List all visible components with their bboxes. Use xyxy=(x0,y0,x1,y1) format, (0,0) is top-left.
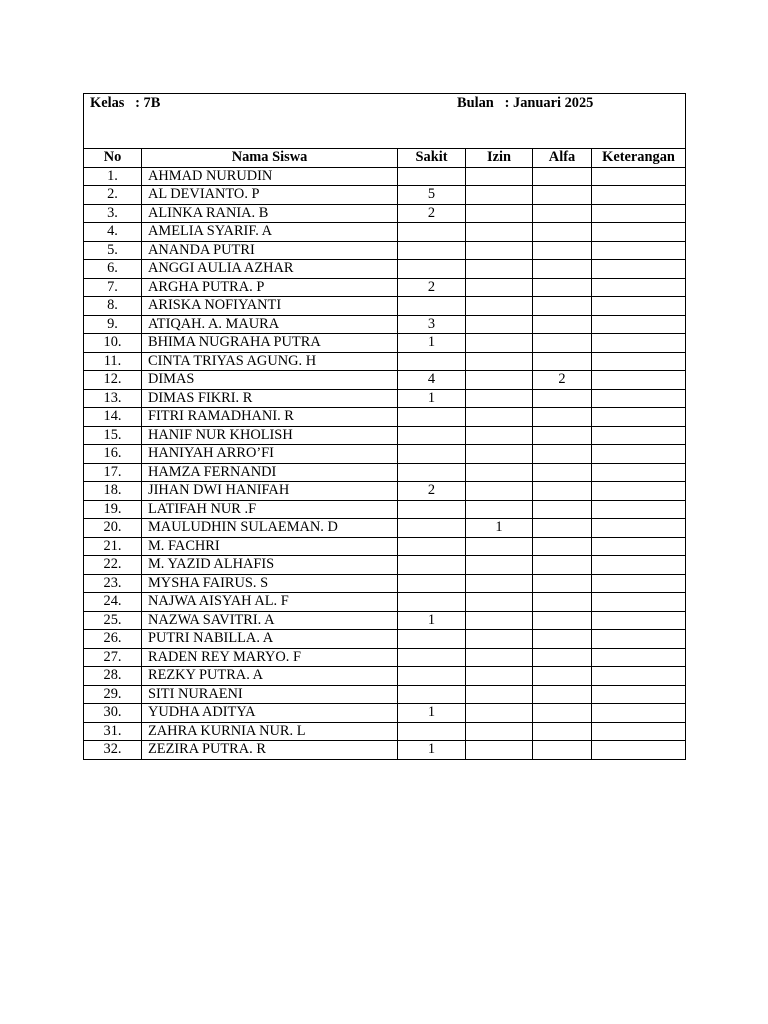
row-number: 1. xyxy=(84,167,142,186)
bulan-label: Bulan xyxy=(457,95,494,111)
row-number: 17. xyxy=(84,463,142,482)
table-row xyxy=(84,334,686,353)
student-name: ZEZIRA PUTRA. R xyxy=(142,741,398,760)
alfa-count xyxy=(533,186,592,205)
izin-count xyxy=(466,223,533,242)
row-number: 23. xyxy=(84,574,142,593)
row-number: 14. xyxy=(84,408,142,427)
row-number: 30. xyxy=(84,704,142,723)
table-row xyxy=(84,426,686,445)
table-row xyxy=(84,278,686,297)
table-row xyxy=(84,648,686,667)
student-name: YUDHA ADITYA xyxy=(142,704,398,723)
izin-count xyxy=(466,445,533,464)
table-row xyxy=(84,315,686,334)
izin-count xyxy=(466,408,533,427)
student-name: ATIQAH. A. MAURA xyxy=(142,315,398,334)
keterangan-cell xyxy=(592,741,686,760)
student-name: AL DEVIANTO. P xyxy=(142,186,398,205)
table-row xyxy=(84,260,686,279)
row-number: 8. xyxy=(84,297,142,316)
sakit-count xyxy=(398,500,466,519)
izin-count xyxy=(466,315,533,334)
sakit-count xyxy=(398,408,466,427)
izin-count xyxy=(466,574,533,593)
sakit-count xyxy=(398,630,466,649)
keterangan-cell xyxy=(592,648,686,667)
student-name: DIMAS FIKRI. R xyxy=(142,389,398,408)
izin-count xyxy=(466,371,533,390)
student-name: LATIFAH NUR .F xyxy=(142,500,398,519)
sakit-count: 4 xyxy=(398,371,466,390)
row-number: 28. xyxy=(84,667,142,686)
col-header-alfa: Alfa xyxy=(533,149,592,168)
sakit-count: 2 xyxy=(398,278,466,297)
sakit-count xyxy=(398,537,466,556)
table-row xyxy=(84,574,686,593)
alfa-count: 2 xyxy=(533,371,592,390)
student-name: AMELIA SYARIF. A xyxy=(142,223,398,242)
row-number: 31. xyxy=(84,722,142,741)
row-number: 13. xyxy=(84,389,142,408)
table-row xyxy=(84,611,686,630)
keterangan-cell xyxy=(592,204,686,223)
izin-count xyxy=(466,389,533,408)
row-number: 22. xyxy=(84,556,142,575)
izin-count xyxy=(466,241,533,260)
sakit-count xyxy=(398,223,466,242)
keterangan-cell xyxy=(592,611,686,630)
sakit-count xyxy=(398,593,466,612)
student-name: ARISKA NOFIYANTI xyxy=(142,297,398,316)
izin-count xyxy=(466,352,533,371)
keterangan-cell xyxy=(592,537,686,556)
keterangan-cell xyxy=(592,278,686,297)
row-number: 29. xyxy=(84,685,142,704)
student-name: ANGGI AULIA AZHAR xyxy=(142,260,398,279)
sakit-count xyxy=(398,648,466,667)
izin-count xyxy=(466,722,533,741)
alfa-count xyxy=(533,204,592,223)
keterangan-cell xyxy=(592,482,686,501)
alfa-count xyxy=(533,741,592,760)
row-number: 16. xyxy=(84,445,142,464)
izin-count xyxy=(466,186,533,205)
row-number: 32. xyxy=(84,741,142,760)
alfa-count xyxy=(533,426,592,445)
col-header-izin: Izin xyxy=(466,149,533,168)
table-row xyxy=(84,352,686,371)
alfa-count xyxy=(533,223,592,242)
row-number: 5. xyxy=(84,241,142,260)
student-name: ARGHA PUTRA. P xyxy=(142,278,398,297)
alfa-count xyxy=(533,463,592,482)
izin-count xyxy=(466,667,533,686)
izin-count xyxy=(466,204,533,223)
student-name: FITRI RAMADHANI. R xyxy=(142,408,398,427)
student-name: AHMAD NURUDIN xyxy=(142,167,398,186)
student-name: MYSHA FAIRUS. S xyxy=(142,574,398,593)
table-row xyxy=(84,667,686,686)
table-row xyxy=(84,537,686,556)
row-number: 9. xyxy=(84,315,142,334)
row-number: 2. xyxy=(84,186,142,205)
izin-count xyxy=(466,500,533,519)
header-row xyxy=(84,94,686,149)
alfa-count xyxy=(533,556,592,575)
keterangan-cell xyxy=(592,186,686,205)
row-number: 18. xyxy=(84,482,142,501)
keterangan-cell xyxy=(592,574,686,593)
sakit-count: 1 xyxy=(398,611,466,630)
row-number: 27. xyxy=(84,648,142,667)
keterangan-cell xyxy=(592,371,686,390)
keterangan-cell xyxy=(592,389,686,408)
row-number: 11. xyxy=(84,352,142,371)
student-name: RADEN REY MARYO. F xyxy=(142,648,398,667)
keterangan-cell xyxy=(592,223,686,242)
sakit-count xyxy=(398,426,466,445)
keterangan-cell xyxy=(592,519,686,538)
student-name: NAZWA SAVITRI. A xyxy=(142,611,398,630)
bulan-info xyxy=(457,95,593,112)
keterangan-cell xyxy=(592,167,686,186)
izin-count xyxy=(466,297,533,316)
table-row xyxy=(84,186,686,205)
student-name: CINTA TRIYAS AGUNG. H xyxy=(142,352,398,371)
kelas-info xyxy=(90,95,160,112)
sakit-count: 5 xyxy=(398,186,466,205)
keterangan-cell xyxy=(592,704,686,723)
row-number: 10. xyxy=(84,334,142,353)
alfa-count xyxy=(533,537,592,556)
student-name: MAULUDHIN SULAEMAN. D xyxy=(142,519,398,538)
keterangan-cell xyxy=(592,593,686,612)
table-row xyxy=(84,519,686,538)
alfa-count xyxy=(533,408,592,427)
row-number: 3. xyxy=(84,204,142,223)
alfa-count xyxy=(533,630,592,649)
row-number: 26. xyxy=(84,630,142,649)
row-number: 25. xyxy=(84,611,142,630)
kelas-label: Kelas xyxy=(90,95,125,111)
sakit-count xyxy=(398,556,466,575)
izin-count xyxy=(466,260,533,279)
table-row xyxy=(84,371,686,390)
sakit-count xyxy=(398,722,466,741)
sakit-count: 1 xyxy=(398,704,466,723)
sakit-count xyxy=(398,297,466,316)
keterangan-cell xyxy=(592,667,686,686)
alfa-count xyxy=(533,593,592,612)
student-name: JIHAN DWI HANIFAH xyxy=(142,482,398,501)
sakit-count: 2 xyxy=(398,204,466,223)
keterangan-cell xyxy=(592,685,686,704)
keterangan-cell xyxy=(592,556,686,575)
izin-count xyxy=(466,278,533,297)
keterangan-cell xyxy=(592,352,686,371)
sakit-count: 2 xyxy=(398,482,466,501)
izin-count xyxy=(466,611,533,630)
row-number: 19. xyxy=(84,500,142,519)
table-row xyxy=(84,593,686,612)
student-name: M. FACHRI xyxy=(142,537,398,556)
alfa-count xyxy=(533,260,592,279)
alfa-count xyxy=(533,685,592,704)
alfa-count xyxy=(533,574,592,593)
keterangan-cell xyxy=(592,722,686,741)
sakit-count xyxy=(398,519,466,538)
sakit-count: 1 xyxy=(398,741,466,760)
row-number: 12. xyxy=(84,371,142,390)
student-name: HANIYAH ARRO’FI xyxy=(142,445,398,464)
column-header-row xyxy=(84,149,686,168)
student-name: HANIF NUR KHOLISH xyxy=(142,426,398,445)
table-row xyxy=(84,500,686,519)
table-row xyxy=(84,704,686,723)
keterangan-cell xyxy=(592,463,686,482)
izin-count xyxy=(466,685,533,704)
keterangan-cell xyxy=(592,426,686,445)
table-row xyxy=(84,204,686,223)
row-number: 24. xyxy=(84,593,142,612)
table-row xyxy=(84,630,686,649)
izin-count: 1 xyxy=(466,519,533,538)
row-number: 4. xyxy=(84,223,142,242)
table-row xyxy=(84,389,686,408)
izin-count xyxy=(466,630,533,649)
izin-count xyxy=(466,537,533,556)
table-row xyxy=(84,241,686,260)
col-header-sakit: Sakit xyxy=(398,149,466,168)
row-number: 15. xyxy=(84,426,142,445)
alfa-count xyxy=(533,167,592,186)
alfa-count xyxy=(533,667,592,686)
keterangan-cell xyxy=(592,500,686,519)
student-name: NAJWA AISYAH AL. F xyxy=(142,593,398,612)
sakit-count xyxy=(398,685,466,704)
table-row xyxy=(84,482,686,501)
alfa-count xyxy=(533,482,592,501)
keterangan-cell xyxy=(592,297,686,316)
attendance-sheet xyxy=(83,93,685,760)
student-name: SITI NURAENI xyxy=(142,685,398,704)
izin-count xyxy=(466,167,533,186)
keterangan-cell xyxy=(592,445,686,464)
alfa-count xyxy=(533,241,592,260)
table-row xyxy=(84,741,686,760)
row-number: 6. xyxy=(84,260,142,279)
col-header-nama-siswa: Nama Siswa xyxy=(142,149,398,168)
sakit-count xyxy=(398,167,466,186)
student-name: ANANDA PUTRI xyxy=(142,241,398,260)
sakit-count xyxy=(398,463,466,482)
keterangan-cell xyxy=(592,334,686,353)
alfa-count xyxy=(533,500,592,519)
sakit-count xyxy=(398,445,466,464)
table-row xyxy=(84,167,686,186)
table-row xyxy=(84,556,686,575)
alfa-count xyxy=(533,445,592,464)
izin-count xyxy=(466,593,533,612)
sakit-count: 1 xyxy=(398,389,466,408)
student-name: ZAHRA KURNIA NUR. L xyxy=(142,722,398,741)
col-header-no: No xyxy=(84,149,142,168)
attendance-table xyxy=(83,93,686,760)
table-row xyxy=(84,722,686,741)
alfa-count xyxy=(533,704,592,723)
sakit-count xyxy=(398,574,466,593)
izin-count xyxy=(466,426,533,445)
student-name: HAMZA FERNANDI xyxy=(142,463,398,482)
table-row xyxy=(84,445,686,464)
row-number: 21. xyxy=(84,537,142,556)
sakit-count xyxy=(398,667,466,686)
keterangan-cell xyxy=(592,630,686,649)
izin-count xyxy=(466,463,533,482)
student-name: PUTRI NABILLA. A xyxy=(142,630,398,649)
alfa-count xyxy=(533,389,592,408)
student-name: DIMAS xyxy=(142,371,398,390)
bulan-value: : Januari 2025 xyxy=(504,95,594,111)
izin-count xyxy=(466,648,533,667)
table-row xyxy=(84,463,686,482)
table-row xyxy=(84,223,686,242)
izin-count xyxy=(466,482,533,501)
keterangan-cell xyxy=(592,408,686,427)
student-name: BHIMA NUGRAHA PUTRA xyxy=(142,334,398,353)
kelas-value: : 7B xyxy=(135,95,161,111)
alfa-count xyxy=(533,297,592,316)
col-header-keterangan: Keterangan xyxy=(592,149,686,168)
row-number: 7. xyxy=(84,278,142,297)
izin-count xyxy=(466,556,533,575)
sheet-header xyxy=(84,94,686,149)
table-row xyxy=(84,297,686,316)
table-row xyxy=(84,408,686,427)
table-row xyxy=(84,685,686,704)
alfa-count xyxy=(533,611,592,630)
student-name: REZKY PUTRA. A xyxy=(142,667,398,686)
row-number: 20. xyxy=(84,519,142,538)
keterangan-cell xyxy=(592,260,686,279)
alfa-count xyxy=(533,278,592,297)
sakit-count: 1 xyxy=(398,334,466,353)
izin-count xyxy=(466,741,533,760)
student-name: M. YAZID ALHAFIS xyxy=(142,556,398,575)
student-name: ALINKA RANIA. B xyxy=(142,204,398,223)
sakit-count xyxy=(398,241,466,260)
alfa-count xyxy=(533,722,592,741)
izin-count xyxy=(466,334,533,353)
alfa-count xyxy=(533,315,592,334)
sakit-count: 3 xyxy=(398,315,466,334)
sakit-count xyxy=(398,352,466,371)
alfa-count xyxy=(533,519,592,538)
alfa-count xyxy=(533,334,592,353)
alfa-count xyxy=(533,648,592,667)
alfa-count xyxy=(533,352,592,371)
izin-count xyxy=(466,704,533,723)
keterangan-cell xyxy=(592,241,686,260)
sakit-count xyxy=(398,260,466,279)
keterangan-cell xyxy=(592,315,686,334)
